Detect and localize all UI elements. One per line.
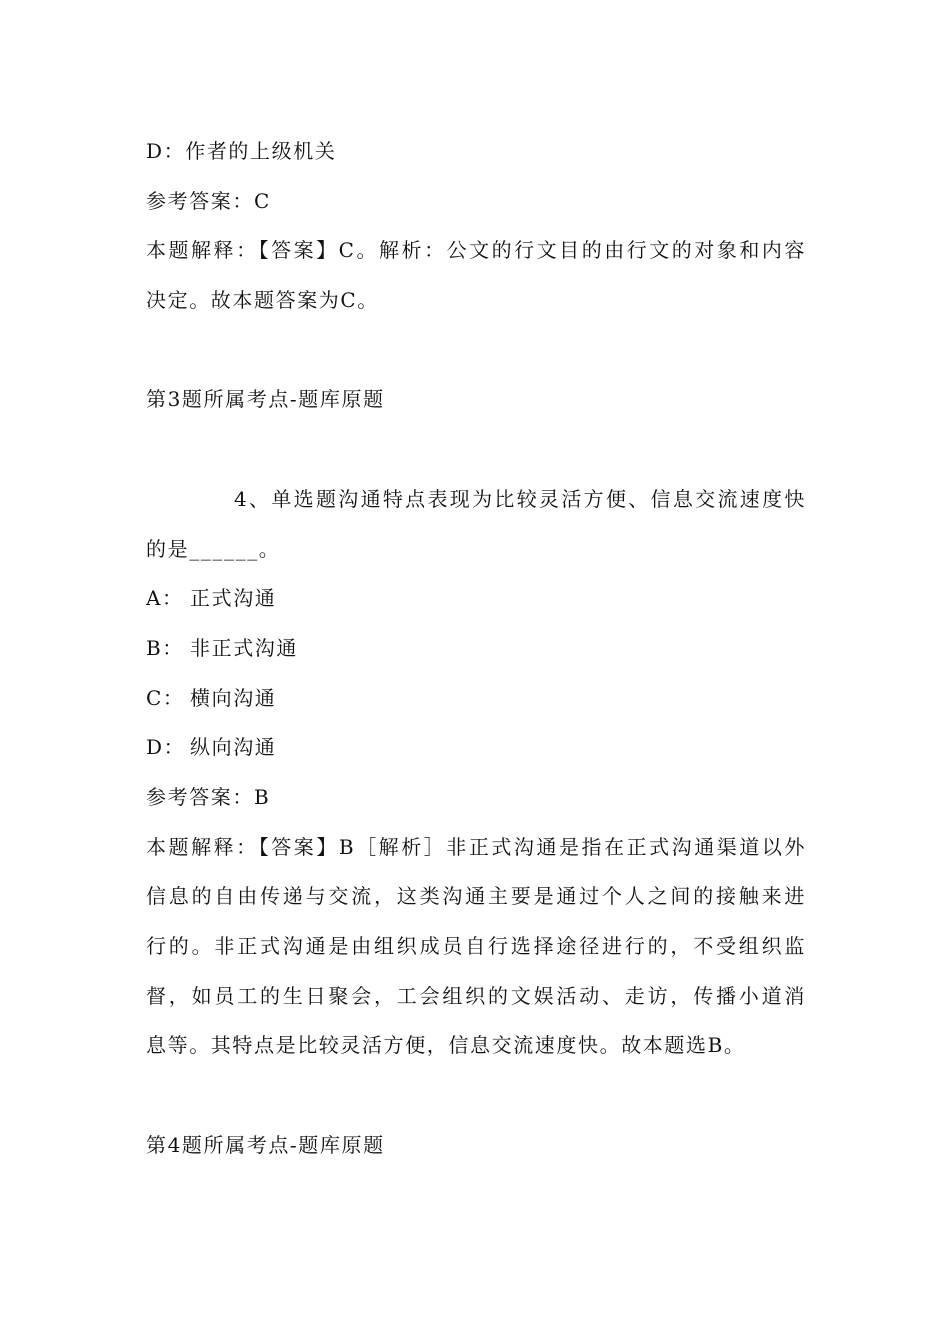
q4-option-d-letter: D： <box>146 735 186 759</box>
q4-option-c <box>146 684 276 712</box>
q4-option-b <box>146 634 298 662</box>
q4-explanation-line-2: 信息的自由传递与交流，这类沟通主要是通过个人之间的接触来进 <box>146 884 806 908</box>
q4-option-c-letter: C： <box>146 686 185 710</box>
q4-topic: 第4题所属考点-题库原题 <box>146 1133 385 1157</box>
q4-option-b-letter: B： <box>146 636 184 660</box>
q4-option-b-text: 非正式沟通 <box>190 636 298 660</box>
q4-explanation-line-5: 息等。其特点是比较灵活方便，信息交流速度快。故本题选B。 <box>146 1033 746 1057</box>
q4-option-a <box>146 584 276 612</box>
q3-option-d: D：作者的上级机关 <box>146 139 337 163</box>
q3-explanation-line-2: 决定。故本题答案为C。 <box>146 288 379 312</box>
q4-explanation-line-1: 本题解释：【答案】B［解析］非正式沟通是指在正式沟通渠道以外 <box>146 835 806 859</box>
q4-option-d <box>146 733 276 761</box>
q4-option-d-text: 纵向沟通 <box>190 735 277 759</box>
q4-explanation-line-3: 行的。非正式沟通是由组织成员自行选择途径进行的，不受组织监 <box>146 934 806 958</box>
q4-answer: 参考答案：B <box>146 785 271 809</box>
q4-option-c-text: 横向沟通 <box>190 686 277 710</box>
q4-option-a-letter: A： <box>146 586 184 610</box>
q4-question-line-1: 4、单选题沟通特点表现为比较灵活方便、信息交流速度快 <box>234 487 806 511</box>
q4-question-line-2: 的是______。 <box>146 537 281 561</box>
q4-explanation-line-4: 督，如员工的生日聚会，工会组织的文娱活动、走访，传播小道消 <box>146 984 806 1008</box>
q3-explanation-line-1: 本题解释：【答案】C。解析：公文的行文目的由行文的对象和内容 <box>146 238 806 262</box>
q3-answer: 参考答案：C <box>146 189 271 213</box>
q4-option-a-text: 正式沟通 <box>190 586 277 610</box>
q3-topic: 第3题所属考点-题库原题 <box>146 387 385 411</box>
